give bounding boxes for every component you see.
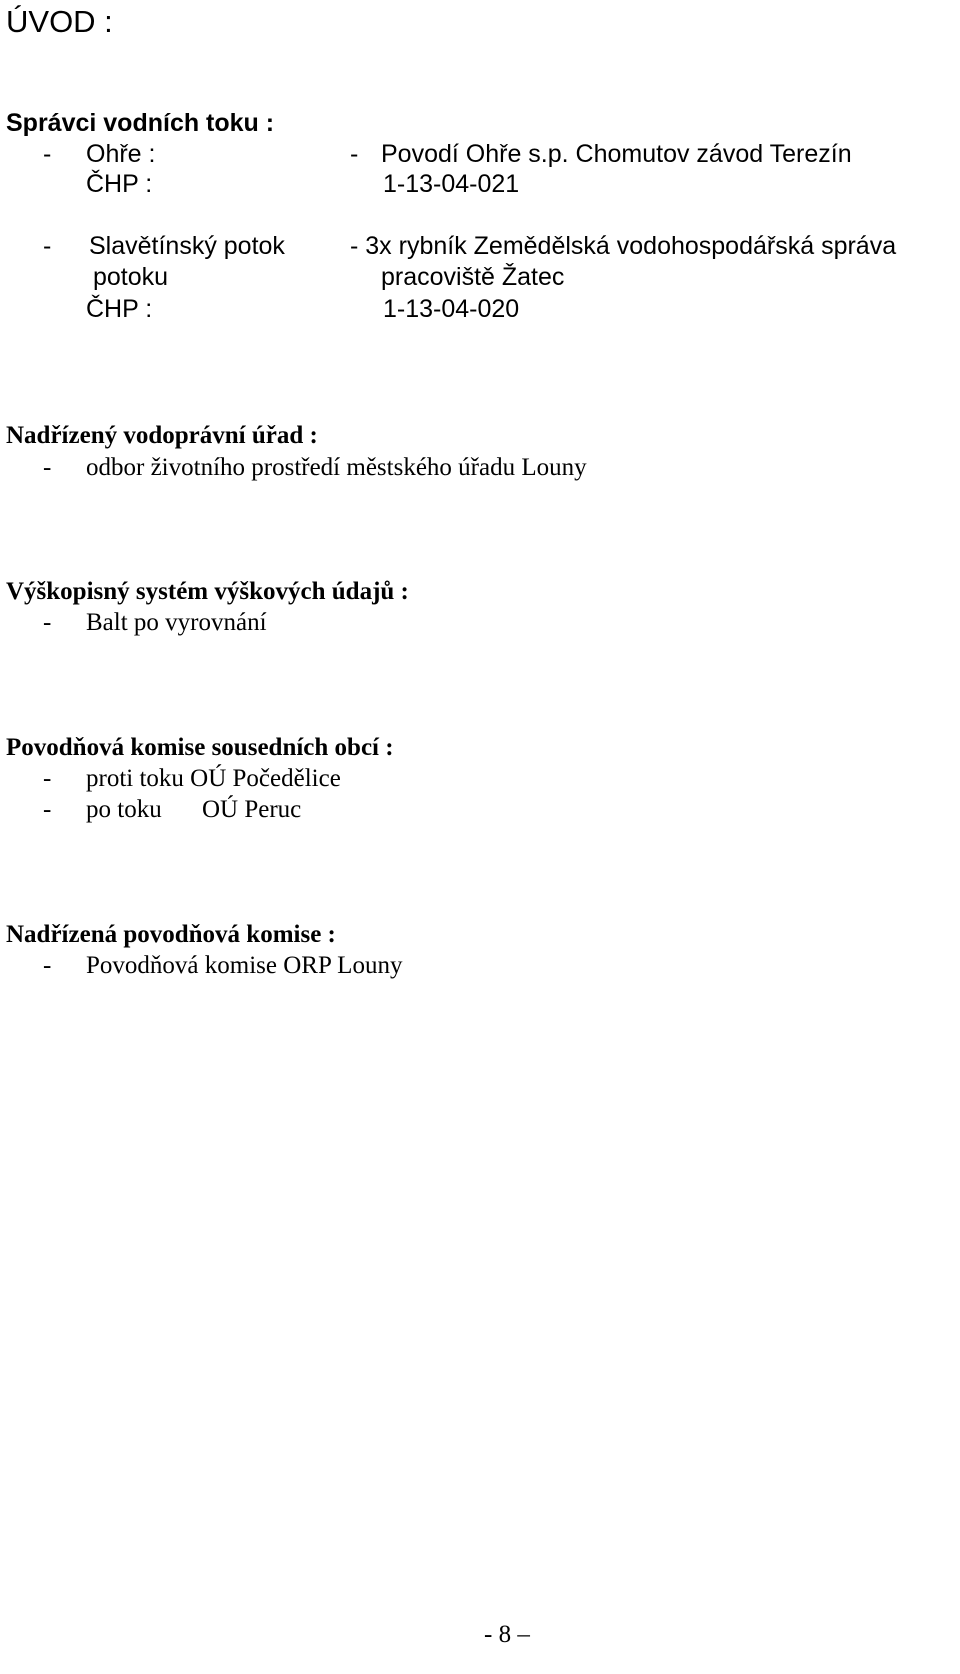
river-name-continuation: potoku [93,263,169,291]
river-name-slavetinsky: Slavětínský potok [89,232,285,260]
chp-label: ČHP : [86,170,153,198]
chp-value-slavetinsky: 1-13-04-020 [383,295,520,323]
chp-label: ČHP : [86,295,153,323]
section-heading-vyskopis: Výškopisný systém výškových údajů : [6,578,409,605]
river-name-ohre: Ohře : [86,140,156,168]
list-dash: - [43,232,52,260]
vyskopis-value: Balt po vyrovnání [86,609,267,636]
page-title: ÚVOD : [6,4,113,39]
list-dash: - [350,140,359,168]
list-dash: - [43,454,52,481]
section-heading-spravci: Správci vodních toku : [6,109,275,137]
urad-value: odbor životního prostředí městského úřadu Louny [86,454,587,481]
section-heading-urad: Nadřízený vodoprávní úřad : [6,422,318,449]
section-heading-komise-nadrizena: Nadřízená povodňová komise : [6,921,336,948]
river-admin-ohre: Povodí Ohře s.p. Chomutov závod Terezín [381,140,852,168]
list-dash: - [43,765,52,792]
page-number: - 8 – [484,1621,530,1648]
komise-nadrizena-value: Povodňová komise ORP Louny [86,952,403,979]
river-admin-slavetinsky: - 3x rybník Zemědělská vodohospodářská správa [350,232,897,260]
komise-upstream: proti toku OÚ Počedělice [86,765,341,792]
list-dash: - [43,796,52,823]
river-admin-continuation: pracoviště Žatec [381,263,565,291]
section-heading-komise-sousedni: Povodňová komise sousedních obcí : [6,734,394,761]
list-dash: - [43,140,52,168]
komise-downstream-label: po toku [86,796,162,823]
chp-value-ohre: 1-13-04-021 [383,170,520,198]
komise-downstream-value: OÚ Peruc [202,796,302,823]
list-dash: - [43,952,52,979]
list-dash: - [43,609,52,636]
